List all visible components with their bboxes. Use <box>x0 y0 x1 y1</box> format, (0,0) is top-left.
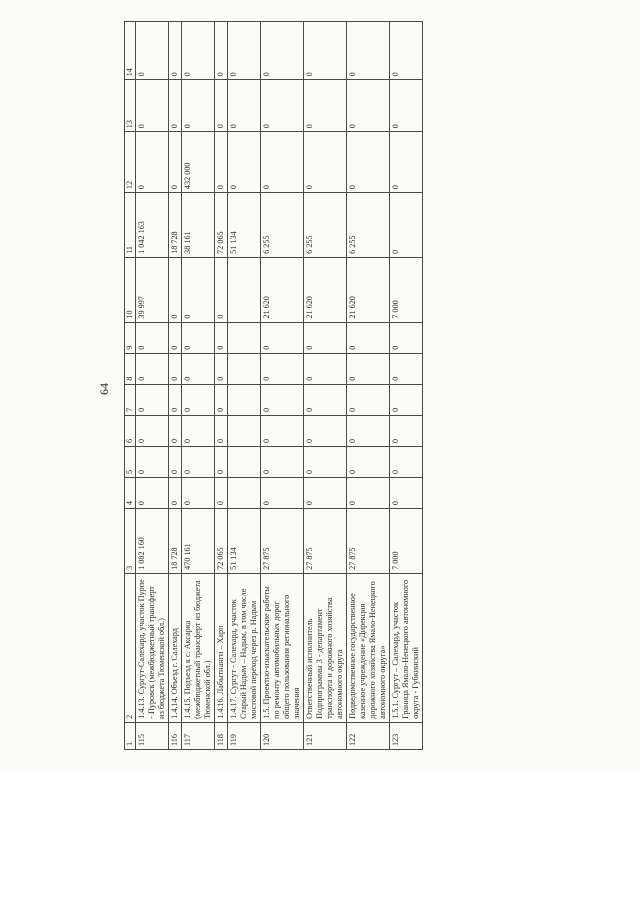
value-cell: 0 <box>390 446 423 477</box>
value-cell: 0 <box>347 80 390 132</box>
value-cell: 0 <box>215 384 228 415</box>
column-number-row <box>125 22 136 750</box>
value-cell: 0 <box>261 415 304 446</box>
item-name-cell: 1.4.13. Сургут-Салехард, участок Пурпе - Пуровск (межбюджетный трансферт из бюджета Тюменской обл.) <box>136 573 169 722</box>
value-cell: 0 <box>169 22 182 80</box>
value-cell <box>228 446 261 477</box>
value-cell: 21 620 <box>304 257 347 322</box>
value-cell: 21 620 <box>347 257 390 322</box>
value-cell <box>228 384 261 415</box>
row-number-cell: 121 <box>304 722 347 749</box>
value-cell: 18 728 <box>169 509 182 574</box>
value-cell: 0 <box>136 22 169 80</box>
value-cell: 0 <box>304 80 347 132</box>
column-header: 14 <box>125 22 136 80</box>
page-margin <box>0 770 640 905</box>
table-row <box>228 22 261 750</box>
column-header: 3 <box>125 509 136 574</box>
value-cell: 0 <box>169 132 182 193</box>
table-row <box>347 22 390 750</box>
value-cell: 0 <box>304 353 347 384</box>
value-cell: 0 <box>347 322 390 353</box>
table-row <box>215 22 228 750</box>
value-cell: 1 082 160 <box>136 509 169 574</box>
table-row <box>390 22 423 750</box>
value-cell: 432 000 <box>182 132 215 193</box>
value-cell: 27 875 <box>304 509 347 574</box>
value-cell: 0 <box>261 384 304 415</box>
value-cell: 0 <box>136 384 169 415</box>
column-header: 1 <box>125 722 136 749</box>
table-row <box>182 22 215 750</box>
item-name-cell: Ответственный исполнитель Подпрограммы 3 - департамент транспорта и дорожного хозяйства автономного округа <box>304 573 347 722</box>
page-number: 64 <box>97 383 111 395</box>
row-number-cell: 120 <box>261 722 304 749</box>
value-cell: 0 <box>182 257 215 322</box>
value-cell: 0 <box>215 478 228 509</box>
column-header: 2 <box>125 573 136 722</box>
value-cell: 0 <box>136 415 169 446</box>
value-cell: 0 <box>215 446 228 477</box>
value-cell: 0 <box>215 80 228 132</box>
value-cell: 0 <box>304 132 347 193</box>
value-cell: 470 161 <box>182 509 215 574</box>
value-cell: 0 <box>304 415 347 446</box>
column-header: 8 <box>125 353 136 384</box>
value-cell: 0 <box>169 478 182 509</box>
value-cell: 0 <box>182 415 215 446</box>
value-cell: 0 <box>136 478 169 509</box>
value-cell: 0 <box>136 446 169 477</box>
value-cell: 0 <box>169 415 182 446</box>
value-cell: 0 <box>390 80 423 132</box>
table-body <box>136 22 423 750</box>
value-cell: 39 997 <box>136 257 169 322</box>
value-cell: 0 <box>304 322 347 353</box>
value-cell: 7 000 <box>390 257 423 322</box>
table-row <box>304 22 347 750</box>
value-cell: 0 <box>347 22 390 80</box>
row-number-cell: 116 <box>169 722 182 749</box>
value-cell: 0 <box>182 322 215 353</box>
item-name-cell: 1.4.16. Лабытнанги – Харп <box>215 573 228 722</box>
value-cell: 0 <box>347 415 390 446</box>
value-cell: 0 <box>261 80 304 132</box>
table-row <box>136 22 169 750</box>
value-cell: 0 <box>136 353 169 384</box>
value-cell: 0 <box>390 353 423 384</box>
value-cell: 0 <box>215 22 228 80</box>
value-cell: 72 065 <box>215 509 228 574</box>
value-cell: 18 728 <box>169 193 182 258</box>
value-cell: 0 <box>136 80 169 132</box>
column-header: 6 <box>125 415 136 446</box>
rotated-page-content <box>97 21 533 750</box>
value-cell: 0 <box>304 22 347 80</box>
value-cell <box>228 322 261 353</box>
value-cell: 0 <box>182 446 215 477</box>
value-cell: 0 <box>169 257 182 322</box>
value-cell: 51 134 <box>228 193 261 258</box>
column-header: 13 <box>125 80 136 132</box>
column-header: 12 <box>125 132 136 193</box>
value-cell: 0 <box>347 132 390 193</box>
value-cell: 0 <box>347 446 390 477</box>
value-cell: 0 <box>347 384 390 415</box>
value-cell: 0 <box>169 384 182 415</box>
value-cell: 38 161 <box>182 193 215 258</box>
value-cell: 0 <box>390 384 423 415</box>
value-cell: 51 134 <box>228 509 261 574</box>
row-number-cell: 123 <box>390 722 423 749</box>
value-cell <box>228 415 261 446</box>
value-cell: 0 <box>228 80 261 132</box>
value-cell: 0 <box>261 132 304 193</box>
value-cell: 27 875 <box>261 509 304 574</box>
value-cell: 6 255 <box>261 193 304 258</box>
value-cell: 0 <box>182 22 215 80</box>
table-row <box>169 22 182 750</box>
value-cell: 0 <box>304 384 347 415</box>
value-cell: 0 <box>169 80 182 132</box>
row-number-cell: 117 <box>182 722 215 749</box>
item-name-cell: 1.5. Проектно-изыскательские работы по ремонту автомобильных дорог общего пользования регионального значения <box>261 573 304 722</box>
row-number-cell: 122 <box>347 722 390 749</box>
value-cell: 6 255 <box>304 193 347 258</box>
row-number-cell: 119 <box>228 722 261 749</box>
value-cell: 0 <box>182 353 215 384</box>
value-cell: 0 <box>169 446 182 477</box>
item-name-cell: 1.4.15. Подъезд к с. Аксарка (межбюджетный трансферт из бюджета Тюменской обл.) <box>182 573 215 722</box>
value-cell: 0 <box>261 446 304 477</box>
value-cell: 0 <box>261 353 304 384</box>
budget-table <box>124 21 423 750</box>
value-cell: 27 875 <box>347 509 390 574</box>
value-cell: 21 620 <box>261 257 304 322</box>
value-cell: 1 042 163 <box>136 193 169 258</box>
value-cell: 0 <box>182 478 215 509</box>
value-cell <box>228 353 261 384</box>
value-cell: 7 000 <box>390 509 423 574</box>
value-cell: 0 <box>390 22 423 80</box>
value-cell: 0 <box>215 322 228 353</box>
value-cell: 0 <box>215 132 228 193</box>
column-header: 11 <box>125 193 136 258</box>
value-cell: 6 255 <box>347 193 390 258</box>
value-cell: 0 <box>228 132 261 193</box>
row-number-cell: 115 <box>136 722 169 749</box>
value-cell: 0 <box>304 478 347 509</box>
value-cell: 0 <box>215 257 228 322</box>
item-name-cell: 1.4.14. Объезд г. Салехард <box>169 573 182 722</box>
value-cell: 0 <box>215 415 228 446</box>
value-cell: 0 <box>347 478 390 509</box>
value-cell: 0 <box>228 22 261 80</box>
value-cell <box>228 257 261 322</box>
value-cell: 0 <box>182 384 215 415</box>
table-row <box>261 22 304 750</box>
column-header: 10 <box>125 257 136 322</box>
value-cell: 0 <box>347 353 390 384</box>
value-cell: 0 <box>390 132 423 193</box>
value-cell <box>228 478 261 509</box>
value-cell: 0 <box>390 415 423 446</box>
column-header: 4 <box>125 478 136 509</box>
value-cell: 0 <box>182 80 215 132</box>
value-cell: 0 <box>261 478 304 509</box>
row-number-cell: 118 <box>215 722 228 749</box>
value-cell: 0 <box>261 322 304 353</box>
value-cell: 0 <box>390 322 423 353</box>
value-cell: 72 065 <box>215 193 228 258</box>
item-name-cell: 1.5.1. Сургут – Салехард, участок Граница Ямало-Ненецкого автономного округа - Губкинский <box>390 573 423 722</box>
column-header: 9 <box>125 322 136 353</box>
value-cell: 0 <box>390 193 423 258</box>
value-cell: 0 <box>304 446 347 477</box>
item-name-cell: 1.4.17. Сургут - Салехард, участок Старый Надым – Надым, в том числе мостовой переход через р. Надым <box>228 573 261 722</box>
value-cell: 0 <box>169 353 182 384</box>
item-name-cell: Подведомственное государственное казенное учреждение «Дирекция дорожного хозяйства Ямало-Ненецкого автономного округа» <box>347 573 390 722</box>
value-cell: 0 <box>261 22 304 80</box>
value-cell: 0 <box>215 353 228 384</box>
value-cell: 0 <box>136 132 169 193</box>
value-cell: 0 <box>136 322 169 353</box>
column-header: 5 <box>125 446 136 477</box>
value-cell: 0 <box>169 322 182 353</box>
column-header: 7 <box>125 384 136 415</box>
value-cell: 0 <box>390 478 423 509</box>
